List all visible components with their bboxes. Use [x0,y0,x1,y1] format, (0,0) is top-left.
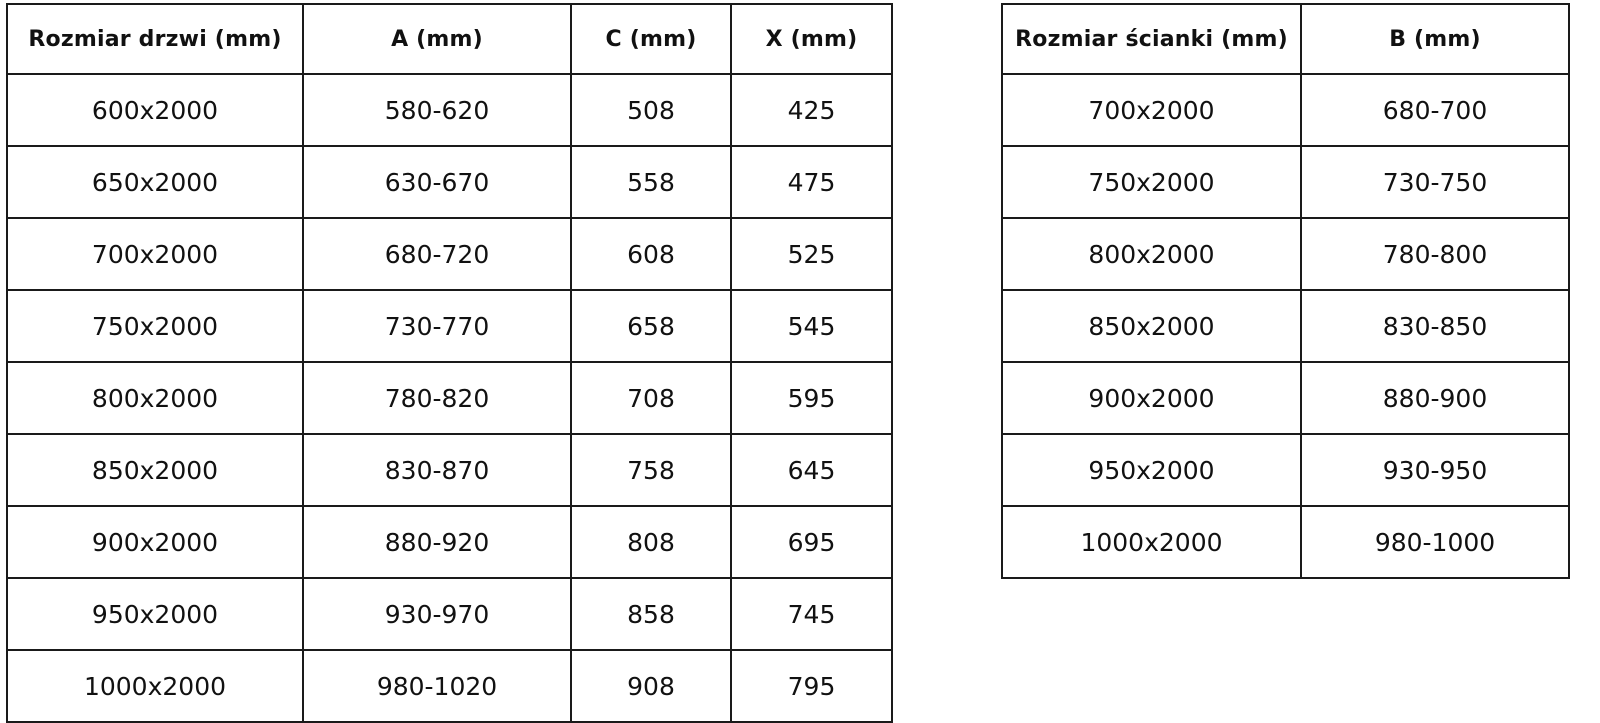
table-row [7,146,892,218]
cell-c: 658 [571,290,731,362]
cell-x: 795 [731,650,892,722]
cell-a: 930-970 [303,578,571,650]
cell-wall-size: 700x2000 [1002,74,1301,146]
table-row [7,290,892,362]
column-header-wall-size: Rozmiar ścianki (mm) [1002,4,1301,74]
table-header-row [7,4,892,74]
table-row [7,218,892,290]
table-row [1002,74,1569,146]
cell-b: 680-700 [1301,74,1569,146]
cell-wall-size: 900x2000 [1002,362,1301,434]
table-row [7,74,892,146]
table-header-row [1002,4,1569,74]
cell-a: 830-870 [303,434,571,506]
table-row [7,362,892,434]
cell-x: 645 [731,434,892,506]
cell-door-size: 950x2000 [7,578,303,650]
cell-door-size: 800x2000 [7,362,303,434]
table-row [1002,146,1569,218]
table-row [1002,218,1569,290]
cell-c: 558 [571,146,731,218]
table-row [7,506,892,578]
cell-x: 475 [731,146,892,218]
cell-a: 780-820 [303,362,571,434]
cell-wall-size: 1000x2000 [1002,506,1301,578]
cell-x: 595 [731,362,892,434]
cell-wall-size: 800x2000 [1002,218,1301,290]
table-row [1002,362,1569,434]
cell-a: 580-620 [303,74,571,146]
table-row [7,650,892,722]
cell-c: 858 [571,578,731,650]
cell-x: 545 [731,290,892,362]
wall-size-table [1001,3,1570,579]
cell-b: 930-950 [1301,434,1569,506]
cell-b: 880-900 [1301,362,1569,434]
table-row [7,578,892,650]
cell-c: 808 [571,506,731,578]
table-row [1002,434,1569,506]
cell-c: 908 [571,650,731,722]
cell-wall-size: 950x2000 [1002,434,1301,506]
table-row [7,434,892,506]
cell-door-size: 650x2000 [7,146,303,218]
cell-a: 730-770 [303,290,571,362]
cell-door-size: 900x2000 [7,506,303,578]
cell-door-size: 600x2000 [7,74,303,146]
cell-door-size: 850x2000 [7,434,303,506]
cell-door-size: 700x2000 [7,218,303,290]
cell-x: 525 [731,218,892,290]
table-row [1002,290,1569,362]
cell-a: 880-920 [303,506,571,578]
column-header-x: X (mm) [731,4,892,74]
cell-c: 608 [571,218,731,290]
cell-c: 508 [571,74,731,146]
door-size-table [6,3,893,723]
cell-a: 680-720 [303,218,571,290]
cell-wall-size: 850x2000 [1002,290,1301,362]
cell-wall-size: 750x2000 [1002,146,1301,218]
column-header-a: A (mm) [303,4,571,74]
cell-b: 730-750 [1301,146,1569,218]
cell-b: 830-850 [1301,290,1569,362]
cell-x: 425 [731,74,892,146]
cell-b: 780-800 [1301,218,1569,290]
cell-c: 708 [571,362,731,434]
column-header-b: B (mm) [1301,4,1569,74]
cell-door-size: 750x2000 [7,290,303,362]
cell-a: 980-1020 [303,650,571,722]
cell-a: 630-670 [303,146,571,218]
column-header-c: C (mm) [571,4,731,74]
cell-door-size: 1000x2000 [7,650,303,722]
cell-c: 758 [571,434,731,506]
cell-x: 695 [731,506,892,578]
column-header-door-size: Rozmiar drzwi (mm) [7,4,303,74]
cell-b: 980-1000 [1301,506,1569,578]
cell-x: 745 [731,578,892,650]
table-row [1002,506,1569,578]
